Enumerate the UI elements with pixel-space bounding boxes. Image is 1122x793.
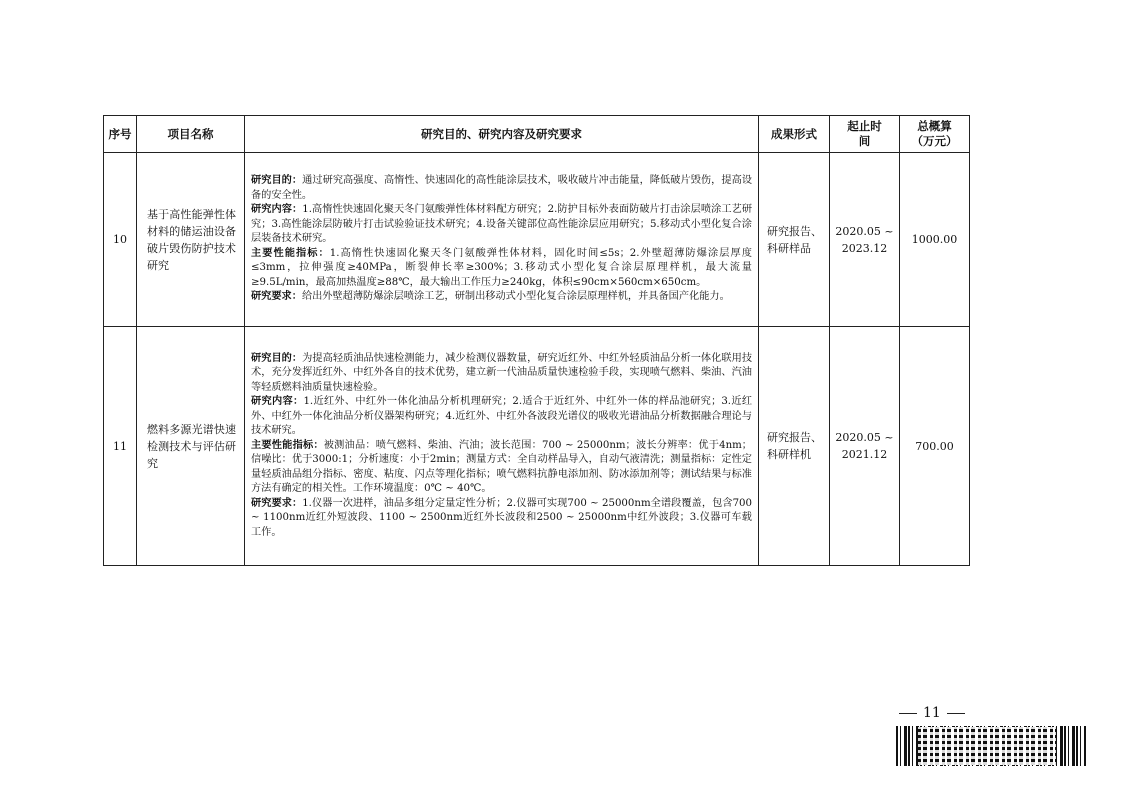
page-number-text: 11 [923, 705, 941, 721]
row-index: 11 [104, 327, 137, 566]
content-paragraph [251, 395, 752, 439]
page-dash-left [899, 713, 917, 714]
row-result-form: 研究报告、科研样品 [759, 153, 830, 327]
requirements-label: 研究要求： [251, 291, 302, 303]
period-end: 2023.12 [841, 241, 888, 255]
content-text: 1.近红外、中红外一体化油品分析机理研究；2.适合于近红外、中红外一体的样品池研究；3.近红外、中红外一体化油品分析仪器架构研究；4.近红外、中红外各波段光谱仪的吸收光谱油品分析数据融合理论与技术研究。 [251, 396, 753, 437]
header-project-name: 项目名称 [137, 116, 245, 153]
row-period [830, 327, 900, 566]
content-label: 研究内容： [251, 396, 304, 408]
purpose-paragraph [251, 352, 752, 396]
content-paragraph [251, 203, 752, 247]
requirements-paragraph [251, 497, 752, 541]
period-start: 2020.05 ~ [835, 431, 894, 444]
requirements-text: 1.仪器一次进样，油品多组分定量定性分析；2.仪器可实现700 ~ 25000nm全谱段覆盖，包含700 ~ 1100nm近红外短波段、1100 ~ 2500nm近红外长波段和2500 ~ 25000nm中红外波段；3.仪器可车载工作。 [251, 497, 753, 538]
table-row [104, 153, 970, 327]
project-table [103, 115, 970, 566]
indicators-paragraph [251, 439, 752, 497]
header-index: 序号 [104, 116, 137, 153]
barcode-icon [896, 726, 1086, 766]
page-number [893, 705, 971, 721]
row-period [830, 153, 900, 327]
purpose-text: 为提高轻质油品快速检测能力，减少检测仪器数量，研究近红外、中红外轻质油品分析一体化联用技术，充分发挥近红外、中红外各自的技术优势，建立新一代油品质量快速检验手段，实现喷气燃料、柴油、汽油等轻质燃料油质量快速检验。 [251, 352, 753, 393]
indicators-paragraph [251, 247, 752, 291]
indicators-label: 主要性能指标： [251, 439, 324, 451]
row-project-name: 燃料多源光谱快速检测技术与评估研究 [137, 327, 245, 566]
row-research-content [245, 153, 759, 327]
header-budget: 总概算（万元） [900, 116, 970, 153]
header-result-form: 成果形式 [759, 116, 830, 153]
indicators-text: 1.高惰性快速固化聚天冬门氨酸弹性体材料，固化时间≤5s；2.外壁超薄防爆涂层厚度≤3mm，拉伸强度≥40MPa，断裂伸长率≥300%；3.移动式小型化复合涂层原理样机，最大流量≥9.5L/min，最高加热温度≥88℃，最大输出工作压力≥240kg，体积≤90cm×560cm×650cm。 [251, 247, 752, 288]
row-index: 10 [104, 153, 137, 327]
content-label: 研究内容： [251, 204, 303, 216]
table-header-row [104, 116, 970, 153]
purpose-label: 研究目的： [251, 175, 303, 187]
row-research-content [245, 327, 759, 566]
barcode-matrix [918, 727, 1056, 765]
indicators-label: 主要性能指标： [251, 247, 330, 259]
requirements-label: 研究要求： [251, 497, 303, 509]
purpose-text: 通过研究高强度、高惰性、快速固化的高性能涂层技术，吸收破片冲击能量，降低破片毁伤，提高设备的安全性。 [251, 175, 753, 201]
requirements-paragraph [251, 290, 752, 305]
purpose-paragraph [251, 174, 752, 203]
indicators-text: 被测油品：喷气燃料、柴油、汽油；波长范围：700 ~ 25000nm；波长分辨率：优于4nm；信噪比：优于3000:1；分析速度：小于2min；测量方式：全自动样品导入，自动气液清洗；测量指标：定性定量轻质油品组分指标、密度、粘度、闪点等理化指标；喷气燃料抗静电添加剂、防冰添加剂等；测试结果与标准方法有确定的相关性。工作环境温度：0℃ ~ 40℃。 [251, 439, 752, 495]
header-period: 起止时间 [830, 116, 900, 153]
row-project-name: 基于高性能弹性体材料的储运油设备破片毁伤防护技术研究 [137, 153, 245, 327]
page-dash-right [947, 713, 965, 714]
table-row [104, 327, 970, 566]
content-text: 1.高惰性快速固化聚天冬门氨酸弹性体材料配方研究；2.防护目标外表面防破片打击涂层喷涂工艺研究；3.高性能涂层防破片打击试验验证技术研究；4.设备关键部位高性能涂层应用研究；5.移动式小型化复合涂层装备技术研究。 [251, 204, 753, 245]
row-result-form: 研究报告、科研样机 [759, 327, 830, 566]
row-budget: 700.00 [900, 327, 970, 566]
row-budget: 1000.00 [900, 153, 970, 327]
period-start: 2020.05 ~ [835, 224, 894, 238]
header-research-content: 研究目的、研究内容及研究要求 [245, 116, 759, 153]
purpose-label: 研究目的： [251, 352, 303, 364]
period-end: 2021.12 [841, 448, 888, 461]
requirements-text: 给出外壁超薄防爆涂层喷涂工艺，研制出移动式小型化复合涂层原理样机，并具备国产化能力。 [301, 291, 730, 303]
